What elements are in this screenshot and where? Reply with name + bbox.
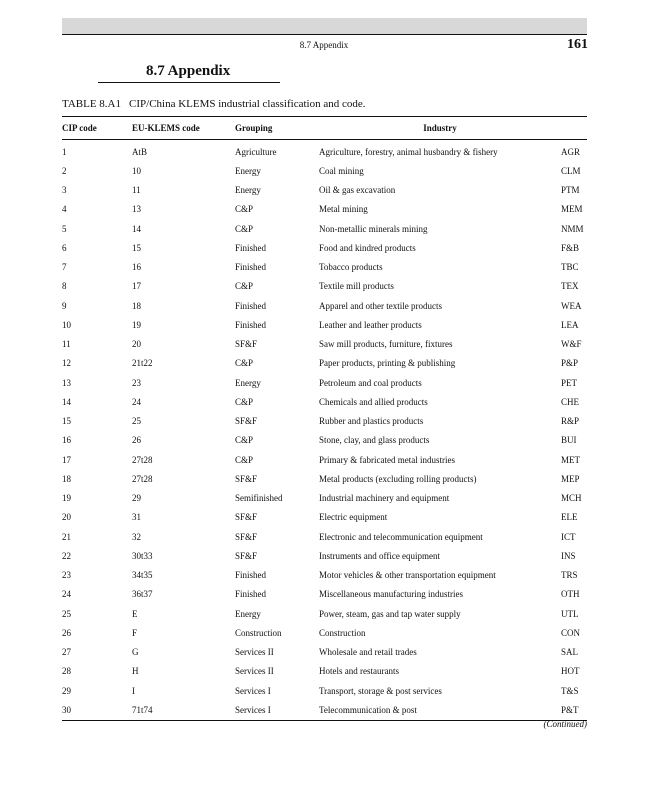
- header-bar: [62, 18, 587, 34]
- industry-cell: Food and kindred products: [319, 242, 416, 253]
- grouping-cell: Services II: [235, 666, 274, 677]
- abbreviation-cell: CON: [561, 627, 581, 638]
- industry-cell: Motor vehicles & other transportation equipment: [319, 570, 496, 581]
- eu-klems-code-cell: 30t33: [132, 550, 153, 561]
- grouping-cell: C&P: [235, 204, 254, 215]
- industry-cell: Paper products, printing & publishing: [319, 358, 456, 369]
- grouping-cell: Energy: [235, 185, 261, 196]
- industry-cell: Electric equipment: [319, 512, 388, 523]
- grouping-cell: Services I: [235, 685, 271, 696]
- eu-klems-code-cell: H: [132, 666, 139, 677]
- eu-klems-code-cell: 16: [132, 262, 141, 273]
- industry-cell: Electronic and telecommunication equipment: [319, 531, 483, 542]
- abbreviation-cell: BUI: [561, 435, 577, 446]
- abbreviation-cell: ICT: [561, 531, 576, 542]
- eu-klems-code-cell: 21t22: [132, 358, 153, 369]
- cip-code-cell: 24: [62, 589, 71, 600]
- page-number: 161: [567, 37, 588, 52]
- eu-klems-code-cell: 17: [132, 281, 141, 292]
- eu-klems-code-cell: 25: [132, 416, 141, 427]
- industry-cell: Power, steam, gas and tap water supply: [319, 608, 461, 619]
- table-row: [62, 296, 587, 315]
- eu-klems-code-cell: 13: [132, 204, 141, 215]
- eu-klems-code-cell: 20: [132, 339, 141, 350]
- abbreviation-cell: LEA: [561, 319, 579, 330]
- eu-klems-code-cell: G: [132, 647, 139, 658]
- industry-cell: Metal products (excluding rolling products): [319, 473, 477, 484]
- industry-cell: Saw mill products, furniture, fixtures: [319, 339, 453, 350]
- table-row: [62, 700, 587, 720]
- abbreviation-cell: W&F: [561, 339, 582, 350]
- abbreviation-cell: R&P: [561, 416, 580, 427]
- table-row: [62, 161, 587, 180]
- industry-cell: Tobacco products: [319, 262, 383, 273]
- industry-cell: Metal mining: [319, 204, 368, 215]
- cip-code-cell: 18: [62, 473, 71, 484]
- running-head: 8.7 Appendix: [299, 40, 349, 50]
- grouping-cell: Services I: [235, 700, 319, 720]
- abbreviation-cell: T&S: [561, 685, 579, 696]
- grouping-cell: Services II: [235, 647, 274, 658]
- industry-cell: Chemicals and allied products: [319, 396, 428, 407]
- cip-code-cell: 13: [62, 377, 71, 388]
- table-row: [62, 450, 587, 469]
- grouping-cell: Agriculture: [235, 146, 277, 157]
- cip-code-cell: 23: [62, 570, 71, 581]
- cip-code-cell: 27: [62, 647, 71, 658]
- abbreviation-cell: MEM: [561, 204, 583, 215]
- table-label: TABLE 8.A1: [62, 98, 122, 110]
- industry-cell: Textile mill products: [319, 281, 394, 292]
- table-row: [62, 489, 587, 508]
- section-title: 8.7 Appendix: [146, 63, 231, 79]
- eu-klems-code-cell: E: [132, 608, 138, 619]
- grouping-cell: Construction: [235, 627, 282, 638]
- industry-cell: Instruments and office equipment: [319, 550, 441, 561]
- abbreviation-cell: P&T: [561, 700, 587, 720]
- column-header-abbreviation: [561, 117, 587, 140]
- grouping-cell: Energy: [235, 608, 261, 619]
- eu-klems-code-cell: 27t28: [132, 473, 153, 484]
- cip-code-cell: 11: [62, 339, 71, 350]
- cip-code-cell: 10: [62, 319, 71, 330]
- grouping-cell: Energy: [235, 165, 261, 176]
- table-row: [62, 140, 587, 162]
- grouping-cell: SF&F: [235, 531, 258, 542]
- grouping-cell: SF&F: [235, 416, 258, 427]
- industry-cell: Primary & fabricated metal industries: [319, 454, 455, 465]
- grouping-cell: Finished: [235, 589, 267, 600]
- table-row: [62, 662, 587, 681]
- industry-cell: Petroleum and coal products: [319, 377, 422, 388]
- grouping-cell: C&P: [235, 454, 254, 465]
- table-row: [62, 527, 587, 546]
- abbreviation-cell: MCH: [561, 493, 582, 504]
- eu-klems-code-cell: 18: [132, 300, 141, 311]
- cip-code-cell: 29: [62, 685, 71, 696]
- column-header-cip-code: CIP code: [62, 117, 132, 140]
- table-row: [62, 431, 587, 450]
- grouping-cell: C&P: [235, 223, 254, 234]
- eu-klems-code-cell: F: [132, 627, 138, 638]
- abbreviation-cell: NMM: [561, 223, 584, 234]
- industry-cell: Industrial machinery and equipment: [319, 493, 450, 504]
- table-row: [62, 508, 587, 527]
- eu-klems-code-cell: 71t74: [132, 700, 235, 720]
- abbreviation-cell: MEP: [561, 473, 580, 484]
- table-body: [62, 140, 587, 721]
- grouping-cell: C&P: [235, 358, 254, 369]
- cip-code-cell: 17: [62, 454, 71, 465]
- grouping-cell: SF&F: [235, 339, 258, 350]
- industry-cell: Leather and leather products: [319, 319, 422, 330]
- cip-code-cell: 28: [62, 666, 71, 677]
- grouping-cell: Finished: [235, 570, 267, 581]
- abbreviation-cell: PTM: [561, 185, 580, 196]
- abbreviation-cell: SAL: [561, 647, 579, 658]
- table-row: [62, 643, 587, 662]
- table-row: [62, 335, 587, 354]
- abbreviation-cell: MET: [561, 454, 580, 465]
- table-row: [62, 585, 587, 604]
- cip-code-cell: 14: [62, 396, 71, 407]
- eu-klems-code-cell: 19: [132, 319, 141, 330]
- cip-code-cell: 2: [62, 165, 67, 176]
- table-header-row: [62, 117, 587, 140]
- column-header-grouping: Grouping: [235, 117, 319, 140]
- abbreviation-cell: HOT: [561, 666, 580, 677]
- grouping-cell: C&P: [235, 396, 254, 407]
- table-row: [62, 277, 587, 296]
- abbreviation-cell: ELE: [561, 512, 578, 523]
- table-caption-text: CIP/China KLEMS industrial classification and code.: [129, 98, 366, 110]
- table-row: [62, 469, 587, 488]
- cip-code-cell: 25: [62, 608, 71, 619]
- eu-klems-code-cell: 34t35: [132, 570, 153, 581]
- table-row: [62, 181, 587, 200]
- abbreviation-cell: CHE: [561, 396, 579, 407]
- eu-klems-code-cell: 15: [132, 242, 141, 253]
- eu-klems-code-cell: 11: [132, 185, 141, 196]
- eu-klems-code-cell: 14: [132, 223, 141, 234]
- abbreviation-cell: UTL: [561, 608, 579, 619]
- table-row: [62, 219, 587, 238]
- eu-klems-code-cell: AtB: [132, 146, 148, 157]
- cip-code-cell: 20: [62, 512, 71, 523]
- table-row: [62, 200, 587, 219]
- industry-cell: Telecommunication & post: [319, 700, 561, 720]
- table-row: [62, 566, 587, 585]
- eu-klems-code-cell: 36t37: [132, 589, 153, 600]
- cip-code-cell: 21: [62, 531, 71, 542]
- abbreviation-cell: CLM: [561, 165, 581, 176]
- industry-cell: Apparel and other textile products: [319, 300, 442, 311]
- industry-cell: Agriculture, forestry, animal husbandry & fishery: [319, 146, 498, 157]
- table-row: [62, 412, 587, 431]
- industry-cell: Stone, clay, and glass products: [319, 435, 430, 446]
- grouping-cell: Finished: [235, 242, 267, 253]
- eu-klems-code-cell: 26: [132, 435, 141, 446]
- header-rule: [62, 34, 587, 35]
- cip-code-cell: 26: [62, 627, 71, 638]
- eu-klems-code-cell: 31: [132, 512, 141, 523]
- table-row: [62, 392, 587, 411]
- abbreviation-cell: WEA: [561, 300, 582, 311]
- industry-cell: Oil & gas excavation: [319, 185, 396, 196]
- abbreviation-cell: OTH: [561, 589, 580, 600]
- eu-klems-code-cell: I: [132, 685, 135, 696]
- cip-code-cell: 6: [62, 242, 67, 253]
- grouping-cell: Energy: [235, 377, 261, 388]
- cip-code-cell: 30: [62, 700, 132, 720]
- abbreviation-cell: AGR: [561, 146, 581, 157]
- abbreviation-cell: TRS: [561, 570, 578, 581]
- industry-cell: Hotels and restaurants: [319, 666, 399, 677]
- cip-code-cell: 16: [62, 435, 71, 446]
- cip-code-cell: 12: [62, 358, 71, 369]
- abbreviation-cell: P&P: [561, 358, 579, 369]
- cip-code-cell: 4: [62, 204, 67, 215]
- classification-table: [62, 116, 587, 721]
- grouping-cell: C&P: [235, 281, 254, 292]
- grouping-cell: Finished: [235, 300, 267, 311]
- table-row: [62, 623, 587, 642]
- cip-code-cell: 9: [62, 300, 67, 311]
- cip-code-cell: 19: [62, 493, 71, 504]
- eu-klems-code-cell: 10: [132, 165, 141, 176]
- eu-klems-code-cell: 32: [132, 531, 141, 542]
- industry-cell: Wholesale and retail trades: [319, 647, 417, 658]
- abbreviation-cell: F&B: [561, 242, 580, 253]
- industry-cell: Transport, storage & post services: [319, 685, 442, 696]
- grouping-cell: SF&F: [235, 550, 258, 561]
- table-row: [62, 258, 587, 277]
- eu-klems-code-cell: 29: [132, 493, 141, 504]
- table-row: [62, 354, 587, 373]
- grouping-cell: C&P: [235, 435, 254, 446]
- industry-cell: Coal mining: [319, 165, 364, 176]
- abbreviation-cell: TBC: [561, 262, 579, 273]
- grouping-cell: Finished: [235, 319, 267, 330]
- table-caption: [62, 98, 365, 110]
- eu-klems-code-cell: 23: [132, 377, 141, 388]
- table-row: [62, 373, 587, 392]
- industry-cell: Non-metallic minerals mining: [319, 223, 428, 234]
- abbreviation-cell: PET: [561, 377, 578, 388]
- grouping-cell: Finished: [235, 262, 267, 273]
- cip-code-cell: 8: [62, 281, 67, 292]
- cip-code-cell: 22: [62, 550, 71, 561]
- industry-cell: Construction: [319, 627, 366, 638]
- eu-klems-code-cell: 24: [132, 396, 141, 407]
- cip-code-cell: 7: [62, 262, 67, 273]
- industry-cell: Rubber and plastics products: [319, 416, 424, 427]
- cip-code-cell: 3: [62, 185, 67, 196]
- section-title-rule: [98, 82, 280, 83]
- column-header-eu-klems-code: EU-KLEMS code: [132, 117, 235, 140]
- cip-code-cell: 5: [62, 223, 67, 234]
- table-row: [62, 546, 587, 565]
- grouping-cell: SF&F: [235, 473, 258, 484]
- table-row: [62, 238, 587, 257]
- table-row: [62, 604, 587, 623]
- cip-code-cell: 15: [62, 416, 71, 427]
- grouping-cell: Semifinished: [235, 493, 283, 504]
- table-row: [62, 681, 587, 700]
- cip-code-cell: 1: [62, 146, 67, 157]
- table-row: [62, 315, 587, 334]
- eu-klems-code-cell: 27t28: [132, 454, 153, 465]
- abbreviation-cell: INS: [561, 550, 576, 561]
- continued-note: (Continued): [543, 719, 587, 729]
- industry-cell: Miscellaneous manufacturing industries: [319, 589, 463, 600]
- abbreviation-cell: TEX: [561, 281, 579, 292]
- grouping-cell: SF&F: [235, 512, 258, 523]
- column-header-industry: Industry: [319, 117, 561, 140]
